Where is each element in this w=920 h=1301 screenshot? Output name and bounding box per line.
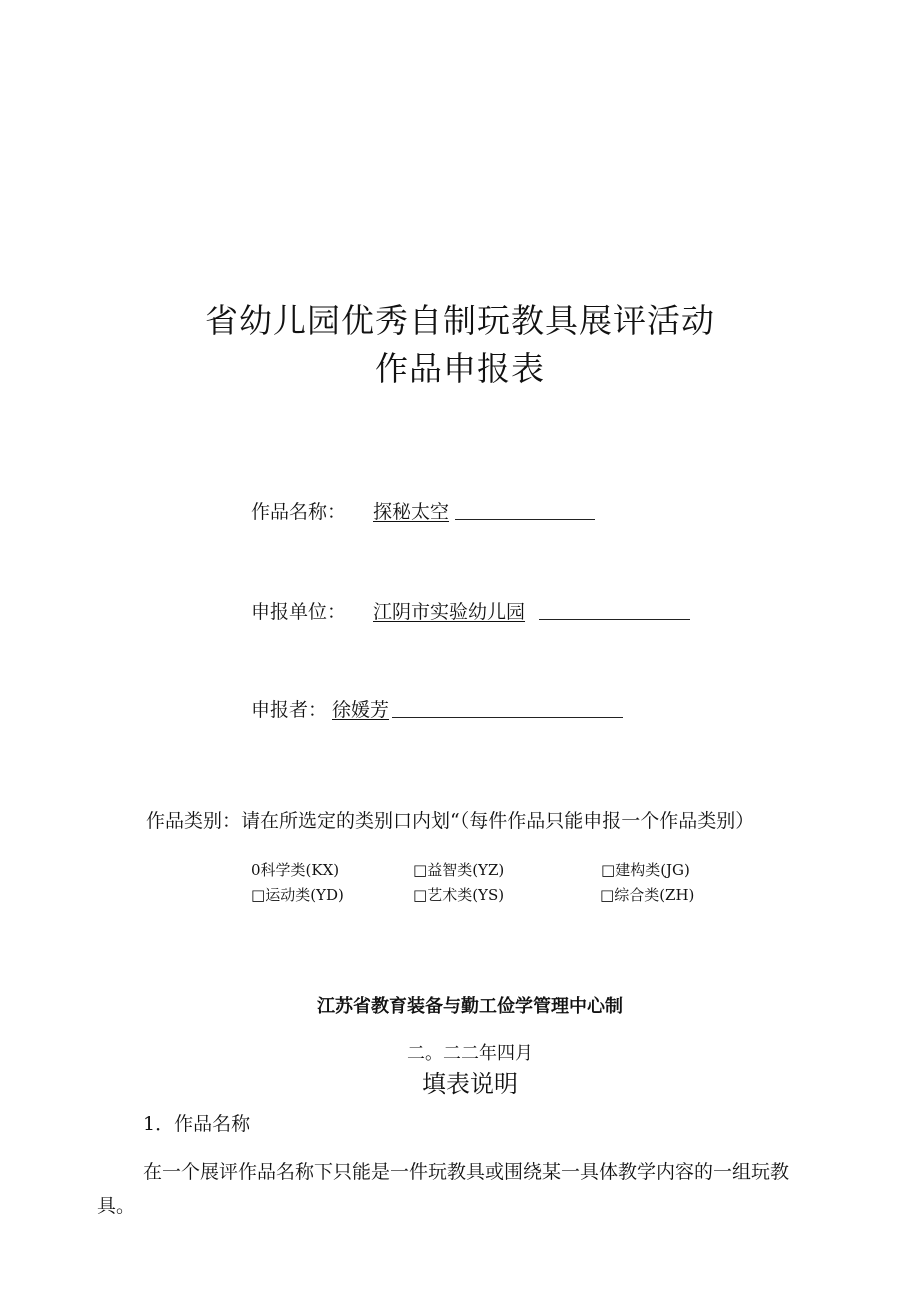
checkbox-marker: □ bbox=[413, 861, 428, 879]
checkbox-marker: □ bbox=[413, 886, 428, 904]
category-option-sports bbox=[251, 884, 344, 905]
checkbox-marker: □ bbox=[600, 886, 615, 904]
category-label: 综合类(ZH) bbox=[614, 886, 695, 904]
unit-blank-line bbox=[539, 619, 690, 620]
instruction-item-heading: 1．作品名称 bbox=[143, 1113, 251, 1135]
applicant-blank-line bbox=[392, 717, 623, 718]
issue-date: 二。二二年四月 bbox=[407, 1043, 533, 1064]
instructions-title: 填表说明 bbox=[422, 1070, 518, 1098]
category-label: 科学类(KX) bbox=[260, 861, 340, 879]
category-label: 运动类(YD) bbox=[265, 886, 344, 904]
form-subtitle: 作品申报表 bbox=[375, 349, 545, 388]
category-option-art bbox=[413, 884, 504, 905]
checkbox-marker: □ bbox=[251, 886, 266, 904]
unit-value: 江阴市实验幼儿园 bbox=[373, 601, 526, 623]
checkbox-marker: □ bbox=[601, 861, 616, 879]
category-label: 建构类(JG) bbox=[615, 861, 690, 879]
applicant-value: 徐媛芳 bbox=[332, 699, 390, 721]
category-option-science bbox=[251, 859, 339, 880]
category-label: 益智类(YZ) bbox=[427, 861, 505, 879]
category-instruction: 作品类别：请在所选定的类别口内划“（每件作品只能申报一个作品类别） bbox=[146, 810, 755, 832]
applicant-label: 申报者： bbox=[251, 699, 328, 721]
category-option-puzzle bbox=[413, 859, 504, 880]
work-name-label: 作品名称： bbox=[251, 501, 347, 523]
work-name-value: 探秘太空 bbox=[373, 501, 450, 523]
checkbox-marker: 0 bbox=[251, 861, 261, 879]
work-name-blank-line bbox=[455, 519, 595, 520]
instruction-item-text: 在一个展评作品名称下只能是一件玩教具或围绕某一具体教学内容的一组玩教 bbox=[143, 1161, 790, 1183]
unit-label: 申报单位： bbox=[251, 601, 347, 623]
category-label: 艺术类(YS) bbox=[427, 886, 505, 904]
instruction-item-text-continued: 具。 bbox=[97, 1195, 136, 1217]
category-option-construction bbox=[601, 859, 690, 880]
form-title: 省幼儿园优秀自制玩教具展评活动 bbox=[205, 301, 715, 340]
category-option-comprehensive bbox=[600, 884, 694, 905]
issuing-organization: 江苏省教育装备与勤工俭学管理中心制 bbox=[317, 996, 623, 1017]
